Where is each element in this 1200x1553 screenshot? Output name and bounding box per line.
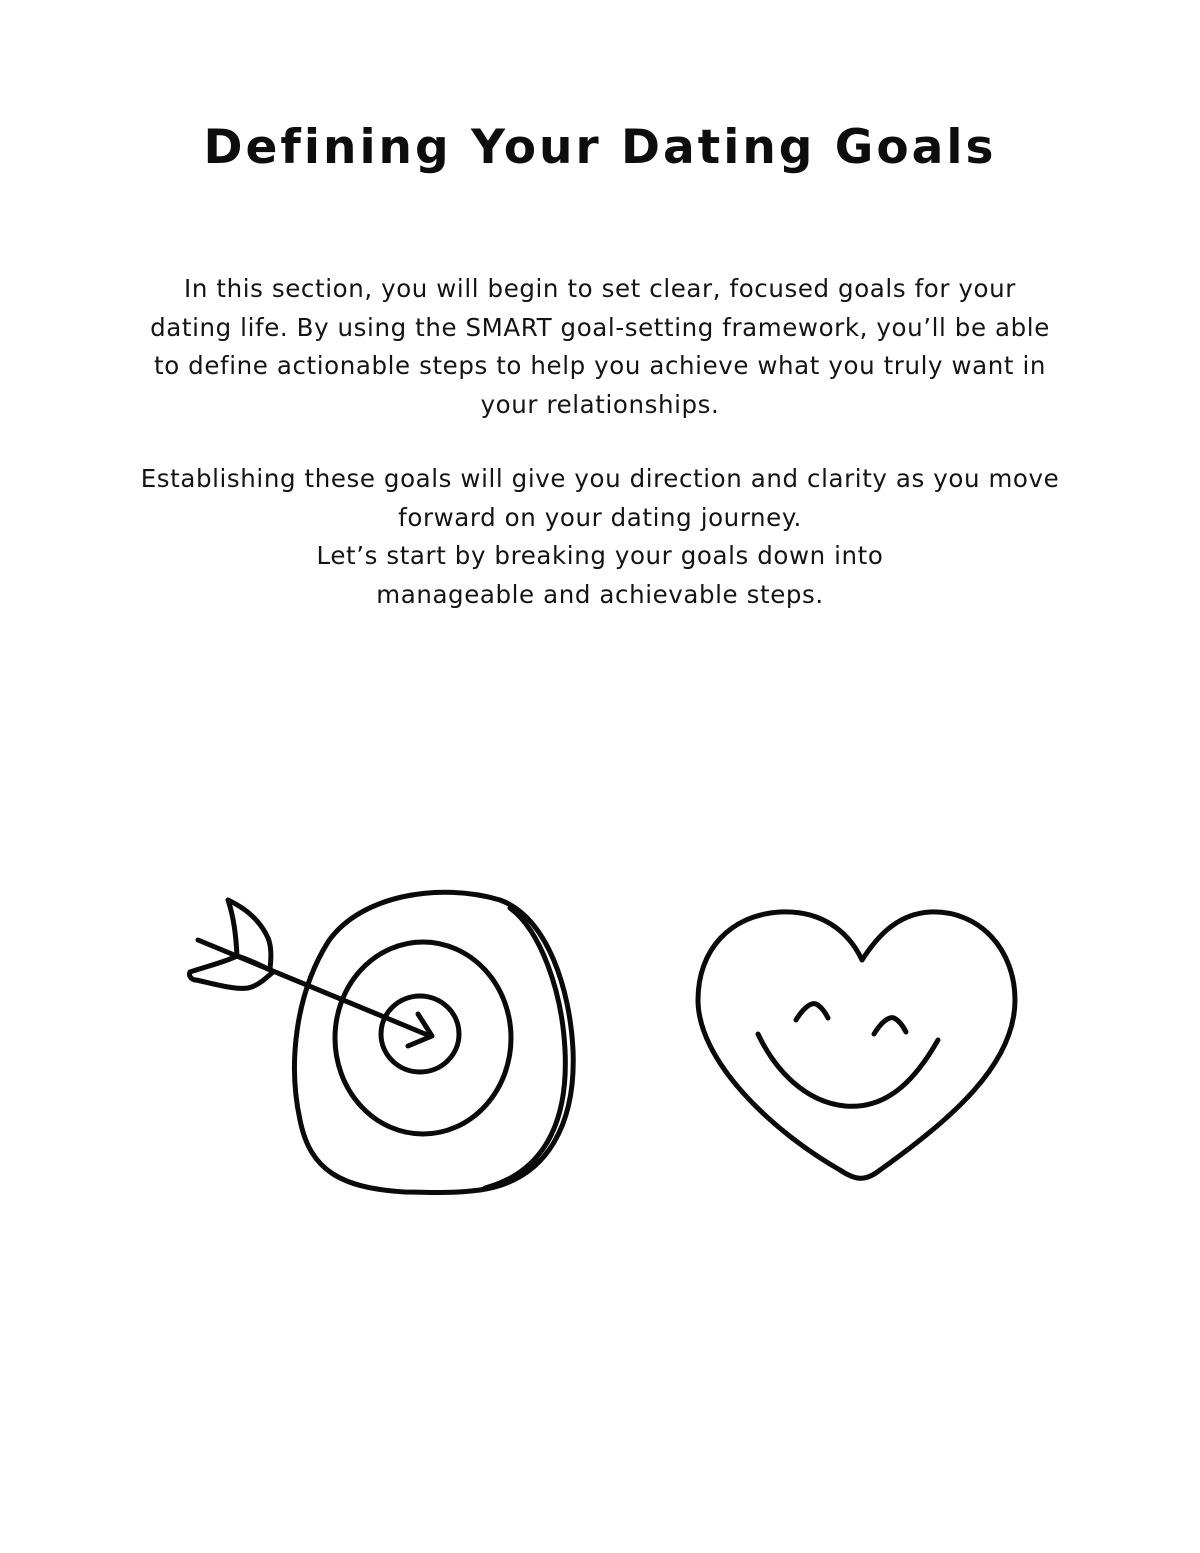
illustrations: [0, 870, 1200, 1210]
page-title: Defining Your Dating Goals: [203, 120, 997, 175]
intro-paragraph-2: Establishing these goals will give you direction and clarity as you move forward on your dating journey.: [140, 464, 1060, 532]
intro-text: [140, 270, 1060, 614]
target-arrow-icon: [180, 870, 600, 1210]
intro-paragraph-3: Let’s start by breaking your goals down into manageable and achievable steps.: [316, 541, 884, 609]
intro-paragraph-1: In this section, you will begin to set clear, focused goals for your dating life. By using the SMART goal-setting framework, you’ll be able to define actionable steps to help you achieve what you truly want in your relationships.: [150, 274, 1050, 419]
smiling-heart-icon: [690, 890, 1030, 1190]
